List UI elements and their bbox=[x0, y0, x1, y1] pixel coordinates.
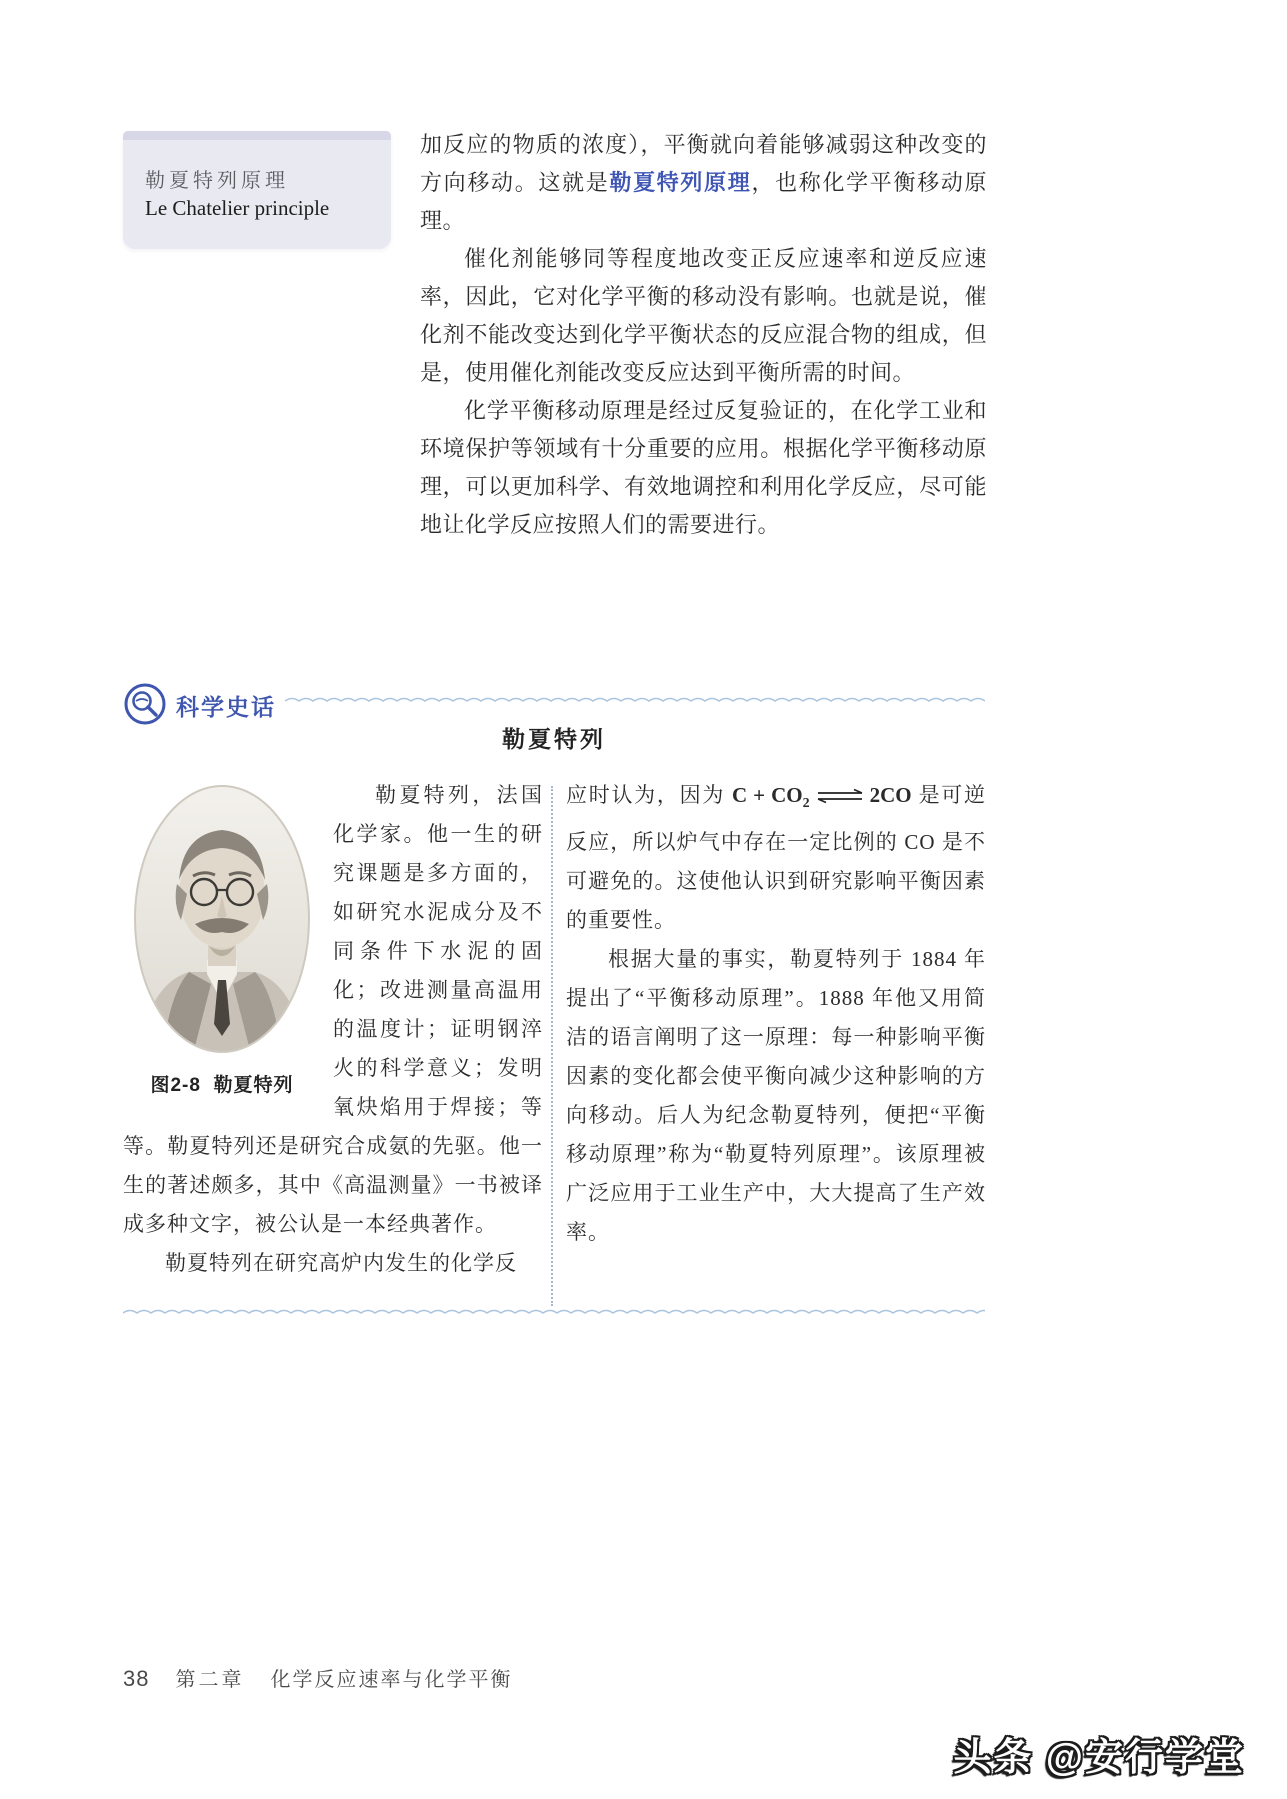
story-left-column bbox=[123, 776, 543, 1283]
margin-note-box bbox=[123, 131, 391, 249]
equation-lhs: $C + CO_2$ bbox=[732, 783, 810, 812]
paragraph-text: ，也称化学平衡移动原理。 bbox=[420, 170, 987, 233]
key-term-le-chatelier-principle: 勒夏特列原理 bbox=[609, 170, 752, 195]
figure-name: 勒夏特列 bbox=[213, 1075, 294, 1096]
page-footer bbox=[123, 1663, 512, 1692]
margin-note-top-strip bbox=[123, 131, 391, 140]
story-left-paragraph-2: 勒夏特列在研究高炉内发生的化学反 bbox=[165, 1251, 517, 1275]
story-right-column bbox=[566, 776, 986, 1252]
column-divider bbox=[551, 786, 553, 1306]
figure-label: 图2-8 bbox=[150, 1075, 201, 1096]
figure-2-8 bbox=[123, 776, 321, 1127]
figure-caption bbox=[123, 1066, 321, 1105]
paragraph-text: 应时认为，因为 bbox=[566, 783, 733, 807]
story-right-paragraph-1 bbox=[566, 776, 986, 940]
paragraph-catalyst: 催化剂能够同等程度地改变正反应速率和逆反应速率，因此，它对化学平衡的移动没有影响。也就是说，催化剂不能改变达到化学平衡状态的反应混合物的组成，但是，使用催化剂能改变反应达到平衡所需的时间。 bbox=[420, 246, 987, 385]
margin-note-term-en: Le Chatelier principle bbox=[145, 196, 330, 220]
equilibrium-arrow-icon bbox=[814, 788, 866, 804]
wavy-divider-bottom bbox=[123, 1308, 985, 1318]
equation-subscript: 2 bbox=[802, 796, 810, 812]
story-title: 勒夏特列 bbox=[502, 726, 606, 752]
paragraph-application: 化学平衡移动原理是经过反复验证的，在化学工业和环境保护等领域有十分重要的应用。根据化学平衡移动原理，可以更加科学、有效地调控和利用化学反应，尽可能地让化学反应按照人们的需要进行。 bbox=[420, 398, 987, 537]
story-right-paragraph-2: 根据大量的事实，勒夏特列于 1884 年提出了“平衡移动原理”。1888 年他又用简洁的语言阐明了这一原理：每一种影响平衡因素的变化都会使平衡向减少这种影响的方向移动。后人为纪念勒夏特列，便把“平衡移动原理”称为“勒夏特列原理”。该原理被广泛应用于工业生产中，大大提高了生产效率。 bbox=[566, 947, 986, 1245]
footer-chapter: 第二章 bbox=[175, 1669, 245, 1691]
footer-chapter-title: 化学反应速率与化学平衡 bbox=[270, 1669, 513, 1691]
story-left-paragraph-1: 勒夏特列，法国化学家。他一生的研究课题是多方面的，如研究水泥成分及不同条件下水泥的固化；改进测量高温用的温度计；证明钢淬火的科学意义；发明氧炔焰用于焊接；等等。勒夏特列还是研究合成氨的先驱。他一生的著述颇多，其中《高温测量》一书被译成多种文字，被公认是一本经典著作。 bbox=[123, 783, 543, 1236]
paragraph-le-chatelier bbox=[420, 126, 987, 240]
main-text-column bbox=[420, 126, 987, 544]
le-chatelier-portrait-image bbox=[133, 784, 311, 1054]
science-history-icon bbox=[123, 682, 167, 726]
wavy-divider-top bbox=[285, 696, 985, 706]
page-number: 38 bbox=[123, 1666, 150, 1691]
paragraph-text: 加反应的物质的浓度），平衡就向着能够减弱这种改变的方向移动。这就是 bbox=[420, 132, 987, 195]
science-history-label: 科学史话 bbox=[176, 694, 276, 720]
paragraph-text: 是可逆反应，所以炉气中存在一定比例的 CO 是不可避免的。这使他认识到研究影响平衡因素的重要性。 bbox=[566, 783, 987, 933]
margin-note-term-zh: 勒夏特列原理 bbox=[145, 170, 289, 192]
equation-rhs: 2CO bbox=[869, 783, 912, 807]
watermark: 头条 @安行学堂 bbox=[953, 1737, 1245, 1779]
